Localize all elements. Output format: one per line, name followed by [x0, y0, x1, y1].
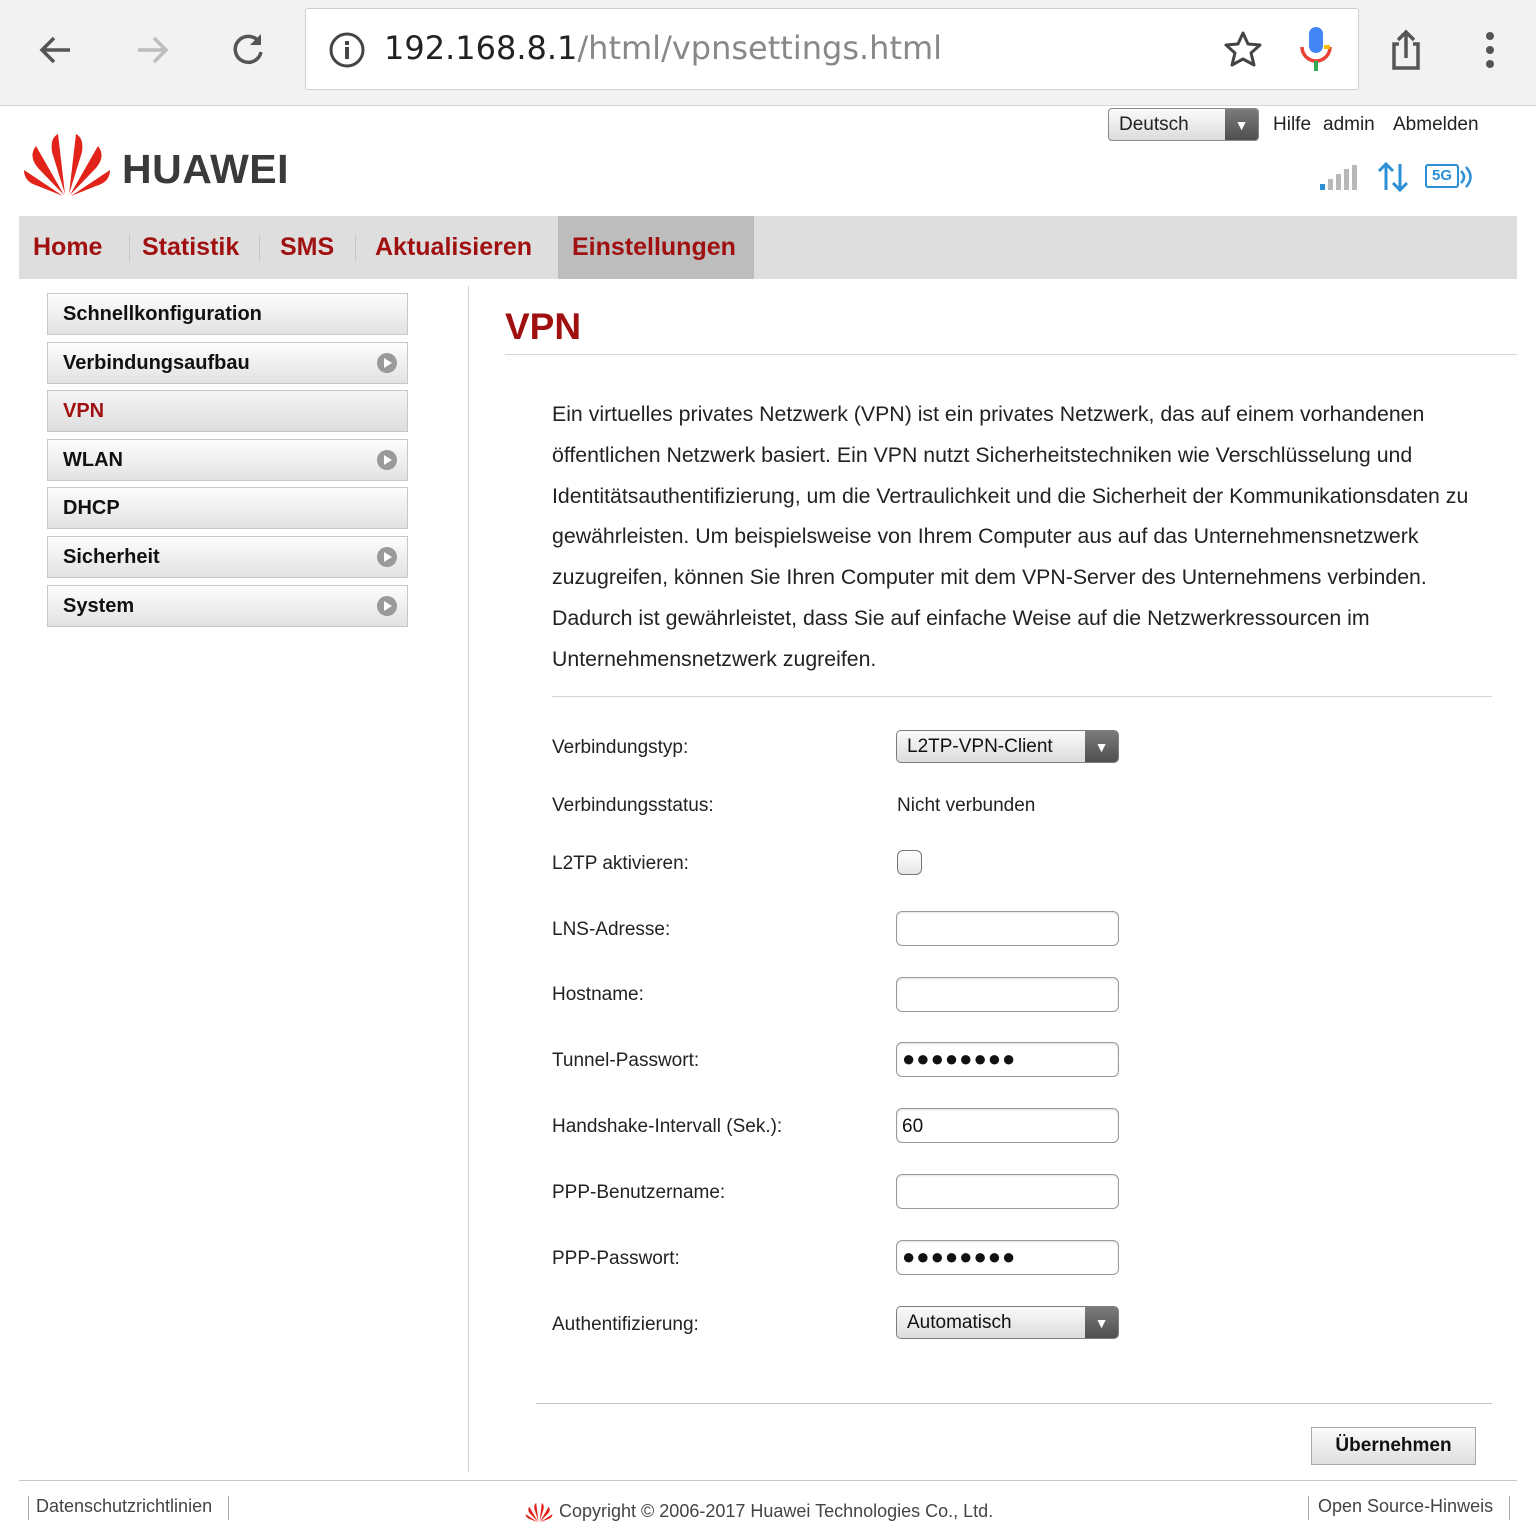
- copyright-text: Copyright © 2006-2017 Huawei Technologies Co., Ltd.: [559, 1501, 994, 1521]
- section-divider: [552, 696, 1492, 697]
- sidebar-item-label: Verbindungsaufbau: [63, 352, 250, 374]
- share-button[interactable]: [1374, 18, 1438, 82]
- ppp-username-input[interactable]: [896, 1174, 1119, 1209]
- chevron-down-icon: ▼: [1085, 1307, 1118, 1338]
- tunnel-password-input[interactable]: ●●●●●●●●: [896, 1042, 1119, 1077]
- menu-aktualisieren[interactable]: Aktualisieren: [375, 233, 533, 261]
- menu-divider: [355, 234, 356, 262]
- connection-type-select[interactable]: [896, 730, 1119, 763]
- chevron-down-icon: ▼: [1085, 731, 1118, 762]
- back-arrow-icon: [36, 30, 76, 70]
- sidebar-item-label: WLAN: [63, 449, 123, 471]
- language-select[interactable]: [1108, 108, 1259, 141]
- footer-separator: [228, 1496, 229, 1520]
- brand-name: HUAWEI: [122, 146, 289, 192]
- huawei-flower-icon: [22, 128, 112, 198]
- user-link[interactable]: admin: [1323, 114, 1375, 135]
- sidebar-item-verbindungsaufbau[interactable]: [47, 342, 408, 384]
- signal-strength-icon: [1318, 164, 1360, 192]
- forward-button[interactable]: [120, 18, 184, 82]
- wifi-5g-icon: [1425, 162, 1473, 192]
- footer-separator: [1308, 1496, 1309, 1520]
- sidebar-item-dhcp[interactable]: [47, 487, 408, 529]
- info-icon: [328, 31, 366, 69]
- star-icon[interactable]: [1222, 29, 1264, 71]
- handshake-interval-input[interactable]: 60: [896, 1108, 1119, 1143]
- sidebar-item-schnellkonfiguration[interactable]: [47, 293, 408, 335]
- reload-button[interactable]: [216, 18, 280, 82]
- footer-divider: [19, 1480, 1517, 1481]
- url-text: [384, 29, 942, 67]
- url-host: 192.168.8.1: [384, 29, 578, 67]
- handshake-interval-label: Handshake-Intervall (Sek.):: [552, 1116, 783, 1137]
- menu-home[interactable]: Home: [33, 233, 103, 261]
- l2tp-enable-checkbox[interactable]: [897, 850, 922, 875]
- main-menu: [19, 216, 1517, 279]
- authentication-label: Authentifizierung:: [552, 1314, 699, 1335]
- browser-menu-button[interactable]: [1458, 18, 1522, 82]
- title-divider: [505, 354, 1517, 355]
- language-value: Deutsch: [1119, 114, 1189, 135]
- sidebar-item-label: DHCP: [63, 497, 120, 519]
- footer-separator: [28, 1496, 29, 1520]
- logout-link[interactable]: Abmelden: [1393, 114, 1479, 135]
- hostname-label: Hostname:: [552, 984, 644, 1005]
- huawei-logo: [22, 128, 112, 203]
- connection-type-value: L2TP-VPN-Client: [907, 736, 1053, 757]
- menu-divider: [259, 234, 260, 262]
- ppp-username-label: PPP-Benutzername:: [552, 1182, 726, 1203]
- sidebar-item-system[interactable]: [47, 585, 408, 627]
- expand-arrow-icon: [377, 450, 397, 470]
- data-transfer-icon: [1376, 160, 1410, 194]
- connection-status-label: Verbindungsstatus:: [552, 795, 714, 816]
- reload-icon: [228, 30, 268, 70]
- privacy-link[interactable]: Datenschutzrichtlinien: [36, 1496, 213, 1516]
- open-source-link[interactable]: Open Source-Hinweis: [1318, 1496, 1494, 1516]
- url-path: /html/vpnsettings.html: [577, 29, 943, 67]
- apply-button[interactable]: Übernehmen: [1311, 1427, 1476, 1465]
- expand-arrow-icon: [377, 353, 397, 373]
- expand-arrow-icon: [377, 596, 397, 616]
- sidebar-item-vpn[interactable]: [47, 390, 408, 432]
- menu-sms[interactable]: SMS: [280, 233, 335, 261]
- menu-einstellungen[interactable]: Einstellungen: [558, 216, 754, 279]
- vpn-description: Ein virtuelles privates Netzwerk (VPN) ist ein privates Netzwerk, das auf einem vorhandenen öffentlichen Netzwerk basiert. Ein VPN nutzt Sicherheitstechniken wie Verschlüsselung und Identitätsauthentifizierung, um die Vertraulichkeit und die Sicherheit der Kommunikationsdaten zu gewährleisten. Um beispielsweise von Ihrem Computer aus auf das Unternehmensnetzwerk zuzugreifen, können Sie Ihren Computer mit dem VPN-Server des Unternehmens verbinden. Dadurch ist gewährleistet, dass Sie auf einfache Weise auf die Netzwerkressourcen im Unternehmensnetzwerk zugreifen.: [552, 402, 1469, 671]
- page-title: VPN: [505, 306, 582, 347]
- form-footer-divider: [536, 1403, 1492, 1404]
- forward-arrow-icon: [132, 30, 172, 70]
- microphone-icon[interactable]: [1296, 25, 1336, 75]
- sidebar-item-sicherheit[interactable]: [47, 536, 408, 578]
- network-badge: 5G: [1425, 164, 1459, 188]
- expand-arrow-icon: [377, 547, 397, 567]
- menu-statistik[interactable]: Statistik: [142, 233, 240, 261]
- ppp-password-label: PPP-Passwort:: [552, 1248, 680, 1269]
- share-icon: [1386, 28, 1426, 72]
- sidebar-item-label: VPN: [63, 400, 105, 422]
- lns-address-label: LNS-Adresse:: [552, 919, 671, 940]
- address-bar[interactable]: [305, 8, 1359, 90]
- ppp-password-input[interactable]: ●●●●●●●●: [896, 1240, 1119, 1275]
- sidebar-item-label: Schnellkonfiguration: [63, 303, 262, 325]
- connection-type-label: Verbindungstyp:: [552, 737, 689, 758]
- authentication-select[interactable]: [896, 1306, 1119, 1339]
- sidebar-divider: [468, 286, 469, 1472]
- tunnel-password-label: Tunnel-Passwort:: [552, 1050, 700, 1071]
- connection-status-value: Nicht verbunden: [897, 795, 1036, 816]
- huawei-small-logo-icon: [525, 1501, 553, 1523]
- browser-toolbar: [0, 0, 1536, 106]
- help-link[interactable]: Hilfe: [1273, 114, 1312, 135]
- sidebar-item-label: Sicherheit: [63, 546, 160, 568]
- hostname-input[interactable]: [896, 977, 1119, 1012]
- lns-address-input[interactable]: [896, 911, 1119, 946]
- chevron-down-icon: ▼: [1225, 109, 1258, 140]
- back-button[interactable]: [24, 18, 88, 82]
- sidebar-item-label: System: [63, 595, 135, 617]
- authentication-value: Automatisch: [907, 1312, 1012, 1333]
- kebab-menu-icon: [1482, 30, 1498, 70]
- footer-separator: [1509, 1496, 1510, 1520]
- l2tp-enable-label: L2TP aktivieren:: [552, 853, 689, 874]
- sidebar-item-wlan[interactable]: [47, 439, 408, 481]
